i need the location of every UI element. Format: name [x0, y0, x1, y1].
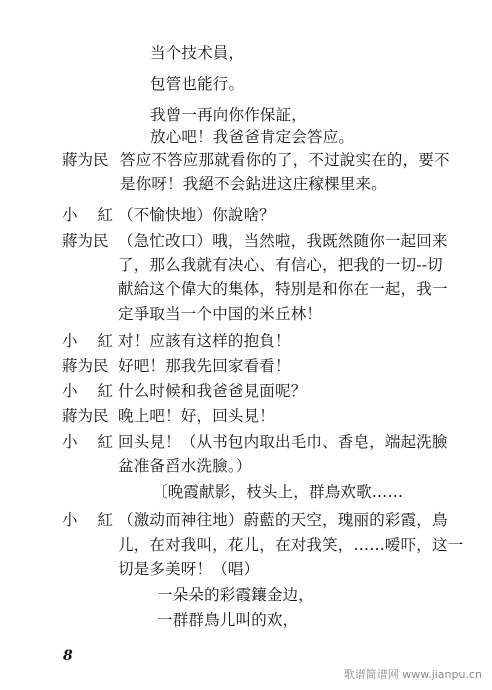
speaker-label — [62, 150, 109, 170]
speaker-label — [62, 205, 113, 225]
speaker-label — [62, 231, 109, 251]
speaker-hong-a: 小 — [62, 382, 78, 400]
speaker-hong-a: 小 — [62, 206, 78, 224]
speaker-label — [62, 331, 113, 351]
speaker-jiang-a: 蔣 — [62, 151, 78, 169]
text-line: 包管也能行。 — [150, 75, 245, 93]
speaker-hong-b: 紅 — [97, 511, 114, 529]
text-line: 定爭取当一个中国的米丘林！ — [118, 305, 323, 323]
text-line: 对！应該有这样的抱負！ — [118, 332, 291, 350]
speaker-label — [62, 406, 109, 426]
text-line: 晚上吧！好，回头見！ — [118, 407, 276, 425]
text-line: 献給这个偉大的集体，特別是和你在一起，我一 — [118, 280, 448, 298]
speaker-label — [62, 510, 113, 530]
text-line: （急忙改口）哦，当然啦，我既然随你一起回来 — [118, 232, 448, 250]
text-line: 儿，在对我叫，花儿，在对我笑，……嗳吓，这一 — [118, 536, 464, 554]
text-line: 回头見！（从书包内取出毛巾、香皂，端起洗臉 — [118, 433, 448, 451]
page-number: 8 — [63, 648, 73, 664]
text-line: 我曾一再向你作保証， — [150, 106, 308, 124]
speaker-label — [62, 432, 113, 452]
text-line: （激动而神往地）蔚藍的天空，瑰丽的彩霞，鳥 — [118, 511, 448, 529]
text-line: 什么时候和我爸爸見面呢？ — [118, 382, 307, 400]
text-line: 了，那么我就有决心、有信心，把我的一切--切 — [118, 256, 443, 274]
text-line: 好吧！那我先回家看看！ — [118, 357, 291, 375]
speaker-jiang-a: 蔣 — [62, 232, 78, 250]
text-line: 一群群鳥儿叫的欢， — [157, 611, 299, 629]
speaker-hong-a: 小 — [62, 332, 78, 350]
speaker-label — [62, 356, 109, 376]
speaker-hong-a: 小 — [62, 511, 78, 529]
text-line: 是你呀！我絕不会鉆进这庄稼棵里来。 — [120, 175, 387, 193]
speaker-jiang-b: 为民 — [77, 357, 109, 375]
speaker-hong-b: 紅 — [97, 382, 114, 400]
text-line: 放心吧！我爸爸肯定会答应。 — [150, 128, 355, 146]
speaker-hong-b: 紅 — [97, 433, 114, 451]
speaker-hong-b: 紅 — [97, 332, 114, 350]
text-line: 一朵朵的彩霞鑲金边， — [157, 586, 315, 604]
speaker-hong-a: 小 — [62, 433, 78, 451]
speaker-jiang-a: 蔣 — [62, 357, 78, 375]
text-line: （不愉快地）你說啥？ — [118, 206, 276, 224]
speaker-jiang-b: 为民 — [77, 151, 109, 169]
speaker-jiang-b: 为民 — [77, 407, 109, 425]
text-line: 当个技术員， — [150, 44, 245, 62]
speaker-jiang-b: 为民 — [77, 232, 109, 250]
stage-direction: 〔晚霞献影，枝头上，群鳥欢歌…… — [152, 483, 404, 501]
text-line: 盆准备舀水洗臉。） — [118, 457, 252, 475]
text-line: 切是多美呀！（唱） — [118, 560, 260, 578]
watermark: 歌谱简谱网 www.jianpu.cn — [343, 668, 482, 681]
speaker-hong-b: 紅 — [97, 206, 114, 224]
speaker-jiang-a: 蔣 — [62, 407, 78, 425]
text-line: 答应不答应那就看你的了，不过說实在的，要不 — [120, 151, 450, 169]
speaker-label — [62, 381, 113, 401]
